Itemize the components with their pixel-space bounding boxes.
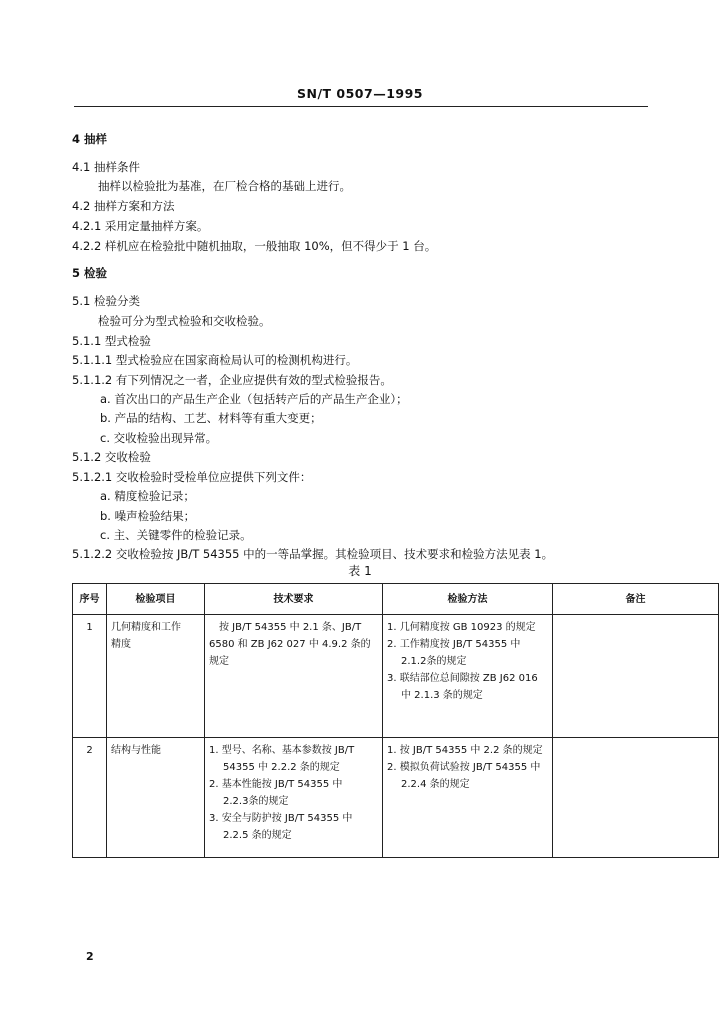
cell-text: 2.1.2条的规定 xyxy=(401,656,467,667)
clause-heading: 5.1 检验分类 xyxy=(72,294,140,308)
clause-text: 检验可分为型式检验和交收检验。 xyxy=(98,314,271,328)
cell-requirement xyxy=(205,738,383,858)
table-header-row xyxy=(73,584,719,615)
table-caption: 表 1 xyxy=(348,564,372,578)
cell-text: 2.2.4 条的规定 xyxy=(401,779,470,790)
section-heading: 5 检验 xyxy=(72,266,108,280)
cell-text: 1. 几何精度按 GB 10923 的规定 xyxy=(387,622,536,633)
header-rule xyxy=(74,106,648,107)
list-item: b. 产品的结构、工艺、材料等有重大变更； xyxy=(100,411,322,425)
cell-method xyxy=(383,738,553,858)
cell-text: 规定 xyxy=(209,656,229,667)
clause-heading: 4.2 抽样方案和方法 xyxy=(72,199,175,213)
clause-heading: 5.1.2 交收检验 xyxy=(72,450,151,464)
column-header-method: 检验方法 xyxy=(383,584,553,615)
table-row xyxy=(73,615,719,738)
list-item: a. 精度检验记录； xyxy=(100,489,195,503)
cell-text: 6580 和 ZB J62 027 中 4.9.2 条的 xyxy=(209,639,371,650)
list-item: c. 主、关键零件的检验记录。 xyxy=(100,528,252,542)
cell-text: 2. 基本性能按 JB/T 54355 中 xyxy=(209,779,343,790)
clause-text: 抽样以检验批为基准，在厂检合格的基础上进行。 xyxy=(98,179,351,193)
section-heading: 4 抽样 xyxy=(72,132,108,146)
clause-text: 5.1.1.1 型式检验应在国家商检局认可的检测机构进行。 xyxy=(72,353,358,367)
cell-requirement xyxy=(205,615,383,738)
cell-text: 精度 xyxy=(111,639,131,650)
column-header-note: 备注 xyxy=(553,584,719,615)
cell-method xyxy=(383,615,553,738)
cell-note xyxy=(553,738,719,858)
cell-text: 1. 型号、名称、基本参数按 JB/T xyxy=(209,745,355,756)
cell-item xyxy=(107,738,205,858)
cell-text: 按 JB/T 54355 中 2.1 条、JB/T xyxy=(219,622,362,633)
cell-text: 3. 联结部位总间隙按 ZB J62 016 xyxy=(387,673,538,684)
cell-item xyxy=(107,615,205,738)
list-item: a. 首次出口的产品生产企业（包括转产后的产品生产企业）； xyxy=(100,392,408,406)
column-header-seq: 序号 xyxy=(73,584,107,615)
clause-text: 4.2.2 样机应在检验批中随机抽取，一般抽取 10%，但不得少于 1 台。 xyxy=(72,239,437,253)
list-item: b. 噪声检验结果； xyxy=(100,509,196,523)
clause-text: 5.1.2.1 交收检验时受检单位应提供下列文件： xyxy=(72,470,312,484)
table-row xyxy=(73,738,719,858)
cell-text: 2. 工作精度按 JB/T 54355 中 xyxy=(387,639,521,650)
cell-seq: 2 xyxy=(73,738,107,858)
cell-text: 1. 按 JB/T 54355 中 2.2 条的规定 xyxy=(387,745,543,756)
list-item: c. 交收检验出现异常。 xyxy=(100,431,218,445)
inspection-table xyxy=(72,583,719,858)
clause-text: 5.1.1.2 有下列情况之一者，企业应提供有效的型式检验报告。 xyxy=(72,373,392,387)
clause-text: 5.1.2.2 交收检验按 JB/T 54355 中的一等品掌握。其检验项目、技术要求和检验方法见表 1。 xyxy=(72,547,554,561)
cell-text: 2.2.5 条的规定 xyxy=(223,830,292,841)
clause-heading: 5.1.1 型式检验 xyxy=(72,334,151,348)
clause-text: 4.2.1 采用定量抽样方案。 xyxy=(72,219,209,233)
column-header-requirement: 技术要求 xyxy=(205,584,383,615)
cell-text: 2.2.3条的规定 xyxy=(223,796,289,807)
cell-text: 2. 模拟负荷试验按 JB/T 54355 中 xyxy=(387,762,541,773)
cell-text: 3. 安全与防护按 JB/T 54355 中 xyxy=(209,813,353,824)
page-number: 2 xyxy=(86,950,94,963)
standard-number-header: SN/T 0507—1995 xyxy=(297,86,423,101)
cell-text: 几何精度和工作 xyxy=(111,622,181,633)
cell-text: 54355 中 2.2.2 条的规定 xyxy=(223,762,340,773)
cell-note xyxy=(553,615,719,738)
clause-heading: 4.1 抽样条件 xyxy=(72,160,140,174)
cell-text: 结构与性能 xyxy=(111,745,161,756)
column-header-item: 检验项目 xyxy=(107,584,205,615)
cell-text: 中 2.1.3 条的规定 xyxy=(401,690,483,701)
cell-seq: 1 xyxy=(73,615,107,738)
